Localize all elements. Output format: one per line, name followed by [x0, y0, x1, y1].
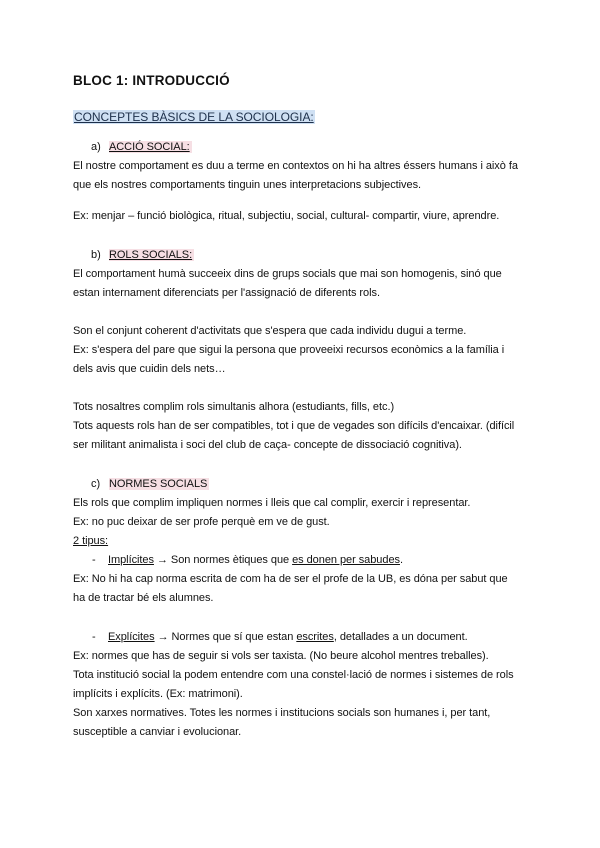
paragraph-line: Ex: s'espera del pare que sigui la persona que proveeixi recursos econòmics a la família i — [73, 344, 505, 356]
paragraph-line: Ex: No hi ha cap norma escrita de com ha de ser el profe de la UB, es dóna per sabut que — [73, 573, 508, 585]
paragraph-line: Ex: menjar – funció biològica, ritual, subjectiu, social, cultural- compartir, viure, aprendre. — [73, 210, 500, 222]
types-label: 2 tipus: — [73, 535, 109, 547]
section-a-title: ACCIÓ SOCIAL: — [109, 141, 190, 153]
paragraph-line: Ex: normes que has de seguir si vols ser taxista. (No beure alcohol mentres treballes). — [73, 650, 489, 662]
paragraph-line: Ex: no puc deixar de ser profe perquè em ve de gust. — [73, 516, 330, 528]
paragraph-line: Son xarxes normatives. Totes les normes i institucions socials son humanes i, per tant, — [73, 707, 491, 719]
paragraph-line: El nostre comportament es duu a terme en contextos on hi ha altres éssers humans i això fa — [73, 160, 518, 172]
section-b-title: ROLS SOCIALS: — [109, 249, 193, 261]
explicit-bullet — [92, 630, 468, 644]
paragraph-line: dels avis que cuidin dels nets… — [73, 363, 226, 375]
paragraph-line: Tots aquests rols han de ser compatibles, tot i que de vegades son difícils d'encaixar. (difícil — [73, 420, 515, 432]
section-b-heading — [91, 248, 194, 262]
paragraph-line: Els rols que complim impliquen normes i lleis que cal complir, exercir i representar. — [73, 497, 471, 509]
paragraph-line: implícits i explícits. (Ex: matrimoni). — [73, 688, 243, 700]
section-a-marker: a) — [91, 141, 101, 153]
explicit-text: → Normes que sí que estan — [154, 631, 297, 643]
paragraph-line: Son el conjunt coherent d'activitats que s'espera que cada individu dugui a terme. — [73, 325, 467, 337]
implicit-emphasis: es donen per sabudes — [292, 554, 400, 566]
paragraph-line: Tota institució social la podem entendre com una constel·lació de normes i sistemes de rols — [73, 669, 514, 681]
section-c-heading — [91, 477, 209, 491]
implicit-text: → Son normes ètiques que — [153, 554, 293, 566]
section-b-marker: b) — [91, 249, 101, 261]
section-c-title: NORMES SOCIALS — [109, 478, 208, 490]
explicit-end: , detallades a un document. — [333, 631, 468, 643]
page-title: BLOC 1: INTRODUCCIÓ — [73, 73, 230, 88]
implicit-term: Implícites — [108, 554, 154, 566]
main-heading: CONCEPTES BÀSICS DE LA SOCIOLOGIA: — [74, 110, 314, 124]
bullet-dash: - — [92, 554, 96, 566]
paragraph-line: estan internament diferenciats per l'assignació de diferents rols. — [73, 287, 380, 299]
paragraph-line: El comportament humà succeeix dins de grups socials que mai son homogenis, sinó que — [73, 268, 502, 280]
paragraph-line: Tots nosaltres complim rols simultanis alhora (estudiants, fills, etc.) — [73, 401, 395, 413]
explicit-term: Explícites — [108, 631, 155, 643]
bullet-dash: - — [92, 631, 96, 643]
paragraph-line: ha de tractar bé els alumnes. — [73, 592, 214, 604]
explicit-emphasis: escrites — [296, 631, 334, 643]
implicit-bullet — [92, 553, 403, 567]
section-a-heading — [91, 140, 192, 154]
section-c-marker: c) — [91, 478, 101, 490]
implicit-end: . — [399, 554, 403, 566]
paragraph-line: que els nostres comportaments tinguin unes interpretacions subjectives. — [73, 179, 422, 191]
paragraph-line: susceptible a canviar i evolucionar. — [73, 726, 242, 738]
paragraph-line: ser militant animalista i soci del club de caça- concepte de dissociació cognitiva). — [73, 439, 462, 451]
